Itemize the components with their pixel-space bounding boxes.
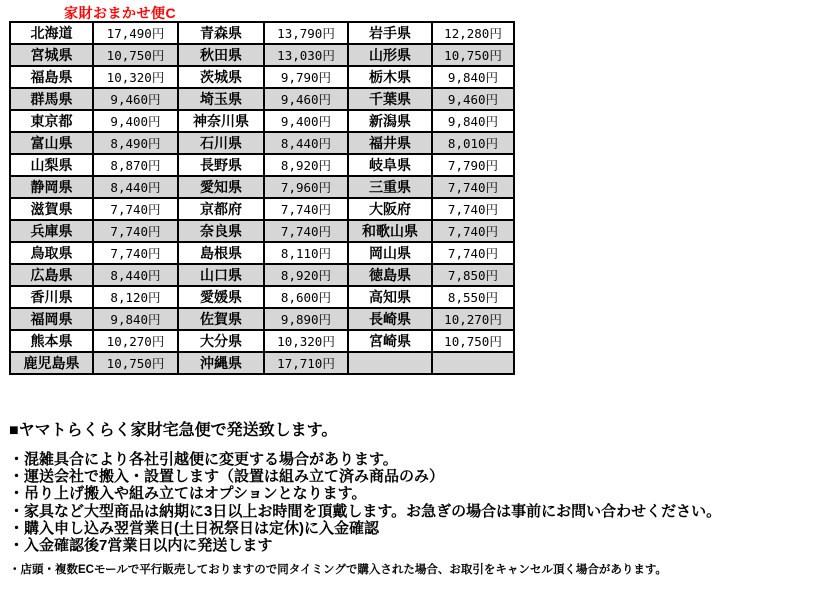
price-cell: 8,440円 bbox=[93, 176, 178, 198]
price-cell: 13,790円 bbox=[264, 22, 348, 44]
prefecture-cell: 京都府 bbox=[178, 198, 264, 220]
prefecture-cell: 三重県 bbox=[348, 176, 432, 198]
note-item: ・吊り上げ搬入や組み立てはオプションとなります。 bbox=[9, 485, 367, 503]
prefecture-cell: 北海道 bbox=[10, 22, 93, 44]
table-row bbox=[10, 330, 514, 352]
price-cell: 10,750円 bbox=[93, 44, 178, 66]
prefecture-cell bbox=[348, 352, 432, 374]
prefecture-cell: 福岡県 bbox=[10, 308, 93, 330]
price-cell: 7,850円 bbox=[432, 264, 514, 286]
prefecture-cell: 東京都 bbox=[10, 110, 93, 132]
price-cell: 7,740円 bbox=[93, 242, 178, 264]
prefecture-cell: 宮崎県 bbox=[348, 330, 432, 352]
prefecture-cell: 滋賀県 bbox=[10, 198, 93, 220]
price-cell: 7,740円 bbox=[264, 198, 348, 220]
price-cell: 10,750円 bbox=[93, 352, 178, 374]
prefecture-cell: 新潟県 bbox=[348, 110, 432, 132]
prefecture-cell: 鳥取県 bbox=[10, 242, 93, 264]
price-cell: 10,270円 bbox=[432, 308, 514, 330]
price-cell: 9,460円 bbox=[93, 88, 178, 110]
table-row bbox=[10, 154, 514, 176]
prefecture-cell: 山形県 bbox=[348, 44, 432, 66]
table-row bbox=[10, 352, 514, 374]
prefecture-cell: 佐賀県 bbox=[178, 308, 264, 330]
price-cell: 9,460円 bbox=[264, 88, 348, 110]
prefecture-cell: 徳島県 bbox=[348, 264, 432, 286]
price-cell: 8,110円 bbox=[264, 242, 348, 264]
prefecture-cell: 秋田県 bbox=[178, 44, 264, 66]
prefecture-cell: 島根県 bbox=[178, 242, 264, 264]
price-cell bbox=[432, 352, 514, 374]
shipping-fee-table-body bbox=[10, 22, 514, 374]
notes-heading: ■ヤマトらくらく家財宅急便で発送致します。 bbox=[9, 422, 338, 439]
table-row bbox=[10, 176, 514, 198]
price-cell: 8,440円 bbox=[93, 264, 178, 286]
prefecture-cell: 沖縄県 bbox=[178, 352, 264, 374]
price-cell: 8,870円 bbox=[93, 154, 178, 176]
prefecture-cell: 奈良県 bbox=[178, 220, 264, 242]
prefecture-cell: 静岡県 bbox=[10, 176, 93, 198]
prefecture-cell: 神奈川県 bbox=[178, 110, 264, 132]
price-cell: 8,920円 bbox=[264, 264, 348, 286]
prefecture-cell: 長野県 bbox=[178, 154, 264, 176]
prefecture-cell: 熊本県 bbox=[10, 330, 93, 352]
price-cell: 9,400円 bbox=[264, 110, 348, 132]
table-row bbox=[10, 132, 514, 154]
price-cell: 8,600円 bbox=[264, 286, 348, 308]
prefecture-cell: 広島県 bbox=[10, 264, 93, 286]
table-row bbox=[10, 264, 514, 286]
price-cell: 8,440円 bbox=[264, 132, 348, 154]
prefecture-cell: 群馬県 bbox=[10, 88, 93, 110]
prefecture-cell: 岐阜県 bbox=[348, 154, 432, 176]
price-cell: 9,790円 bbox=[264, 66, 348, 88]
table-row bbox=[10, 220, 514, 242]
price-cell: 9,840円 bbox=[93, 308, 178, 330]
table-row bbox=[10, 242, 514, 264]
prefecture-cell: 岡山県 bbox=[348, 242, 432, 264]
price-cell: 10,320円 bbox=[264, 330, 348, 352]
prefecture-cell: 福井県 bbox=[348, 132, 432, 154]
table-row bbox=[10, 66, 514, 88]
prefecture-cell: 栃木県 bbox=[348, 66, 432, 88]
table-row bbox=[10, 286, 514, 308]
price-cell: 13,030円 bbox=[264, 44, 348, 66]
price-cell: 8,120円 bbox=[93, 286, 178, 308]
price-cell: 10,750円 bbox=[432, 330, 514, 352]
table-row bbox=[10, 44, 514, 66]
price-cell: 7,960円 bbox=[264, 176, 348, 198]
table-row bbox=[10, 88, 514, 110]
price-cell: 7,740円 bbox=[432, 242, 514, 264]
notes-footnote: ・店頭・複数ECモールで平行販売しておりますので同タイミングで購入された場合、お取引をキャンセル頂く場合があります。 bbox=[9, 564, 667, 577]
price-cell: 7,740円 bbox=[432, 198, 514, 220]
price-cell: 10,320円 bbox=[93, 66, 178, 88]
prefecture-cell: 愛媛県 bbox=[178, 286, 264, 308]
prefecture-cell: 香川県 bbox=[10, 286, 93, 308]
prefecture-cell: 岩手県 bbox=[348, 22, 432, 44]
price-cell: 7,740円 bbox=[432, 220, 514, 242]
price-cell: 8,010円 bbox=[432, 132, 514, 154]
note-item: ・運送会社で搬入・設置します（設置は組み立て済み商品のみ） bbox=[9, 468, 445, 486]
prefecture-cell: 高知県 bbox=[348, 286, 432, 308]
prefecture-cell: 愛知県 bbox=[178, 176, 264, 198]
shipping-notes-section bbox=[9, 417, 819, 577]
prefecture-cell: 山口県 bbox=[178, 264, 264, 286]
prefecture-cell: 鹿児島県 bbox=[10, 352, 93, 374]
prefecture-cell: 石川県 bbox=[178, 132, 264, 154]
price-cell: 9,400円 bbox=[93, 110, 178, 132]
table-row bbox=[10, 198, 514, 220]
price-cell: 7,790円 bbox=[432, 154, 514, 176]
table-row bbox=[10, 22, 514, 44]
table-row bbox=[10, 308, 514, 330]
prefecture-cell: 富山県 bbox=[10, 132, 93, 154]
price-cell: 7,740円 bbox=[93, 220, 178, 242]
prefecture-cell: 青森県 bbox=[178, 22, 264, 44]
prefecture-cell: 宮城県 bbox=[10, 44, 93, 66]
price-cell: 9,840円 bbox=[432, 110, 514, 132]
note-item: ・入金確認後7営業日以内に発送します bbox=[9, 537, 273, 555]
price-cell: 8,550円 bbox=[432, 286, 514, 308]
price-cell: 17,710円 bbox=[264, 352, 348, 374]
price-cell: 8,490円 bbox=[93, 132, 178, 154]
table-row bbox=[10, 110, 514, 132]
note-item: ・家具など大型商品は納期に3日以上お時間を頂戴します。お急ぎの場合は事前にお問い合わせください。 bbox=[9, 502, 722, 520]
price-cell: 7,740円 bbox=[432, 176, 514, 198]
price-cell: 8,920円 bbox=[264, 154, 348, 176]
price-cell: 7,740円 bbox=[264, 220, 348, 242]
price-cell: 12,280円 bbox=[432, 22, 514, 44]
prefecture-cell: 千葉県 bbox=[348, 88, 432, 110]
prefecture-cell: 山梨県 bbox=[10, 154, 93, 176]
price-cell: 10,750円 bbox=[432, 44, 514, 66]
page-title: 家財おまかせ便C bbox=[64, 5, 177, 21]
prefecture-cell: 和歌山県 bbox=[348, 220, 432, 242]
price-cell: 9,890円 bbox=[264, 308, 348, 330]
note-item: ・混雑具合により各社引越便に変更する場合があります。 bbox=[9, 451, 398, 468]
prefecture-cell: 大阪府 bbox=[348, 198, 432, 220]
prefecture-cell: 大分県 bbox=[178, 330, 264, 352]
prefecture-cell: 長崎県 bbox=[348, 308, 432, 330]
price-cell: 10,270円 bbox=[93, 330, 178, 352]
price-cell: 17,490円 bbox=[93, 22, 178, 44]
prefecture-cell: 茨城県 bbox=[178, 66, 264, 88]
notes-list bbox=[9, 451, 819, 554]
shipping-fee-table bbox=[9, 21, 515, 375]
price-cell: 9,840円 bbox=[432, 66, 514, 88]
prefecture-cell: 埼玉県 bbox=[178, 88, 264, 110]
prefecture-cell: 兵庫県 bbox=[10, 220, 93, 242]
prefecture-cell: 福島県 bbox=[10, 66, 93, 88]
note-item: ・購入申し込み翌営業日(土日祝祭日は定休)に入金確認 bbox=[9, 519, 379, 537]
price-cell: 7,740円 bbox=[93, 198, 178, 220]
price-cell: 9,460円 bbox=[432, 88, 514, 110]
